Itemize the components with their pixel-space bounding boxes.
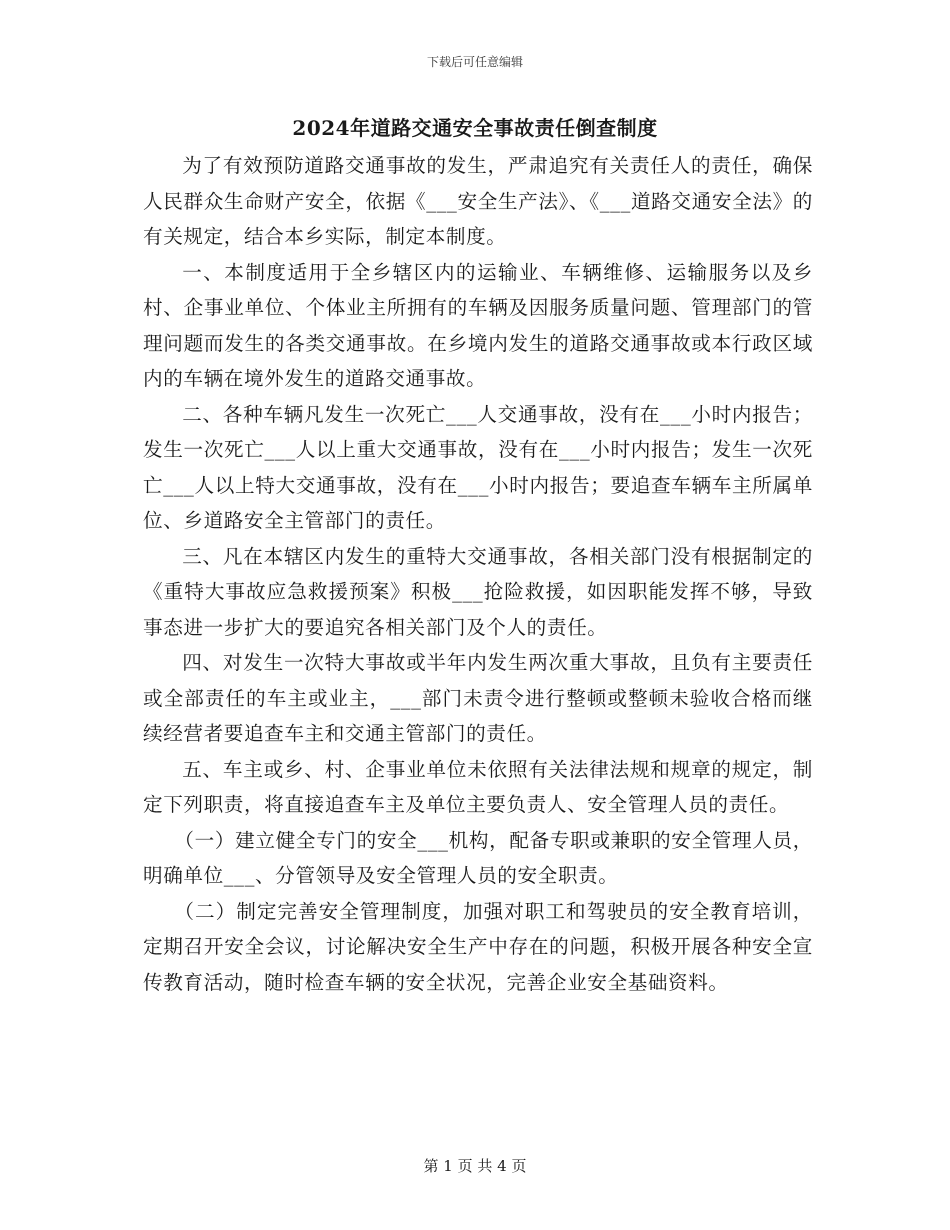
paragraph-article-1: 一、本制度适用于全乡辖区内的运输业、车辆维修、运输服务以及乡村、企事业单位、个体业主所拥有的车辆及因服务质量问题、管理部门的管理问题而发生的各类交通事故。在乡境内发生的道路交通事故或本行政区域内的车辆在境外发生的道路交通事故。 xyxy=(143,260,813,390)
header-note: 下载后可任意编辑 xyxy=(426,55,523,69)
page-number: 第 1 页 共 4 页 xyxy=(423,1157,527,1175)
paragraph-intro: 为了有效预防道路交通事故的发生，严肃追究有关责任人的责任，确保人民群众生命财产安全，依据《___安全生产法》、《___道路交通安全法》的有关规定，结合本乡实际，制定本制度。 xyxy=(143,154,813,248)
paragraph-article-2: 二、各种车辆凡发生一次死亡___人交通事故，没有在___小时内报告；发生一次死亡___人以上重大交通事故，没有在___小时内报告；发生一次死亡___人以上特大交通事故，没有在___小时内报告；要追查车辆车主所属单位、乡道路安全主管部门的责任。 xyxy=(143,402,813,532)
document-title: 2024年道路交通安全事故责任倒查制度 xyxy=(292,116,658,140)
paragraph-article-3: 三、凡在本辖区内发生的重特大交通事故，各相关部门没有根据制定的《重特大事故应急救援预案》积极___抢险救援，如因职能发挥不够，导致事态进一步扩大的要追究各相关部门及个人的责任。 xyxy=(143,544,813,639)
paragraph-item-2: （二）制定完善安全管理制度，加强对职工和驾驶员的安全教育培训，定期召开安全会议，讨论解决安全生产中存在的问题，积极开展各种安全宣传教育活动，随时检查车辆的安全状况，完善企业安全基础资料。 xyxy=(143,899,813,994)
paragraph-item-1: （一）建立健全专门的安全___机构，配备专职或兼职的安全管理人员，明确单位___、分管领导及安全管理人员的安全职责。 xyxy=(143,828,813,887)
document-body xyxy=(143,148,813,1000)
paragraph-article-5: 五、车主或乡、村、企事业单位未依照有关法律法规和规章的规定，制定下列职责，将直接追查车主及单位主要负责人、安全管理人员的责任。 xyxy=(143,757,813,816)
paragraph-article-4: 四、对发生一次特大事故或半年内发生两次重大事故，且负有主要责任或全部责任的车主或业主，___部门未责令进行整顿或整顿未验收合格而继续经营者要追查车主和交通主管部门的责任。 xyxy=(143,651,813,745)
